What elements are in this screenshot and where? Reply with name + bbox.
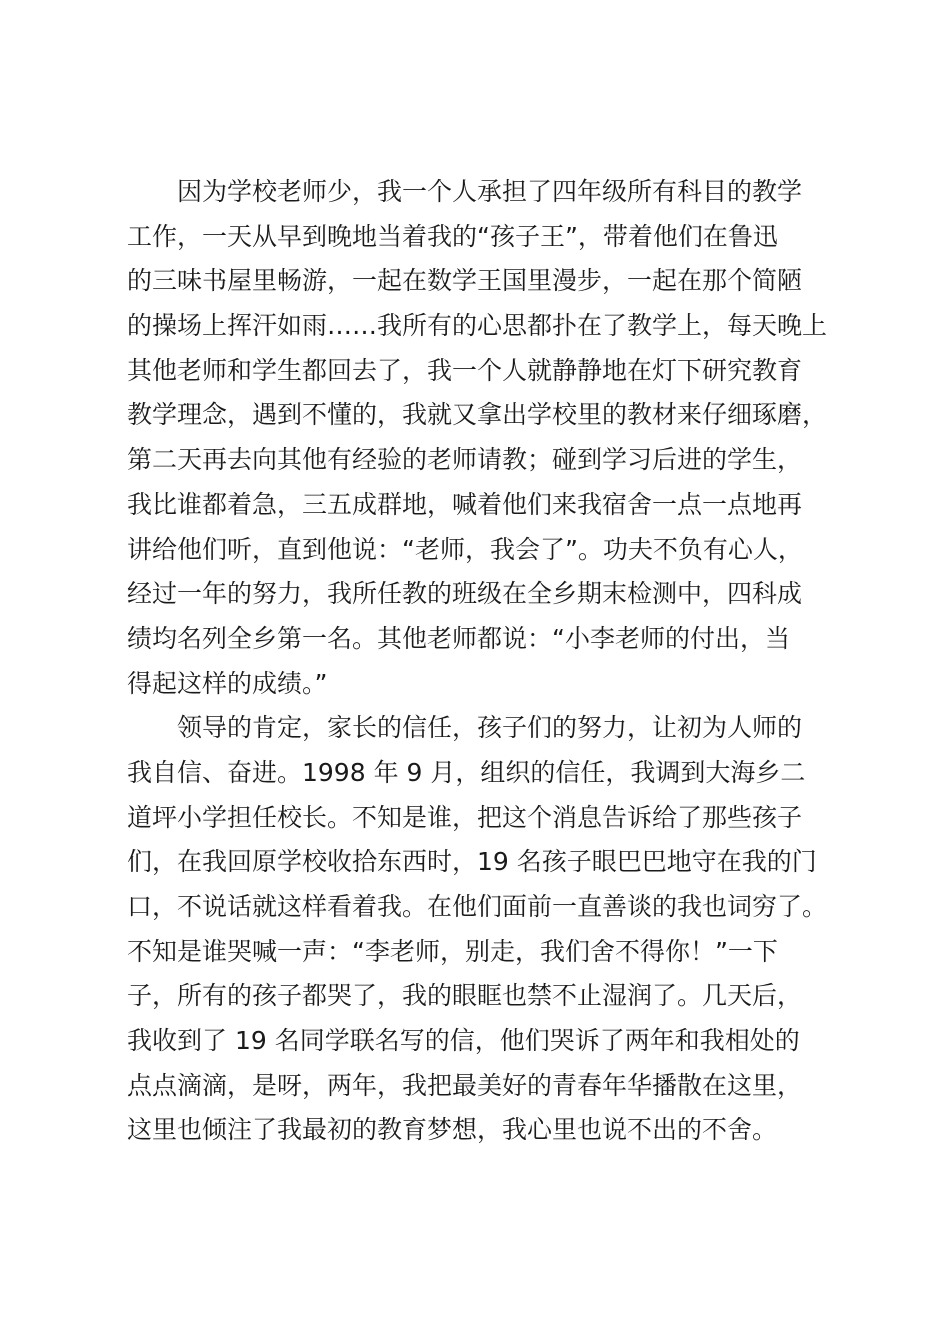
paragraph-line: 经过一年的努力，我所任教的班级在全乡期末检测中，四科成 — [127, 579, 803, 609]
paragraph-line: 绩均名列全乡第一名。其他老师都说：“小李老师的付出，当 — [127, 623, 790, 653]
paragraph-line: 教学理念，遇到不懂的，我就又拿出学校里的教材来仔细琢磨， — [127, 400, 828, 430]
paragraph-line: 这里也倾注了我最初的教育梦想，我心里也说不出的不舍。 — [127, 1115, 778, 1145]
paragraph-line: 的三味书屋里畅游，一起在数学王国里漫步，一起在那个简陋 — [127, 266, 803, 296]
paragraph-line: 口，不说话就这样看着我。在他们面前一直善谈的我也词穷了。 — [127, 892, 828, 921]
paragraph-line: 其他老师和学生都回去了，我一个人就静静地在灯下研究教育 — [127, 355, 803, 385]
paragraph-line: 我收到了 19 名同学联名写的信，他们哭诉了两年和我相处的 — [127, 1026, 800, 1056]
paragraph-2 — [127, 706, 847, 1153]
paragraph-line: 子，所有的孩子都哭了，我的眼眶也禁不止湿润了。几天后， — [127, 981, 803, 1011]
document-body — [127, 170, 847, 1153]
paragraph-line: 工作，一天从早到晚地当着我的“孩子王”，带着他们在鲁迅 — [127, 221, 778, 251]
paragraph-line: 不知是谁哭喊一声：“李老师，别走，我们舍不得你！”一下 — [127, 936, 778, 966]
paragraph-line: 讲给他们听，直到他说：“老师，我会了”。功夫不负有心人， — [127, 534, 803, 564]
paragraph-1 — [127, 170, 847, 706]
paragraph-line: 我比谁都着急，三五成群地，喊着他们来我宿舍一点一点地再 — [127, 489, 803, 519]
paragraph-line: 因为学校老师少，我一个人承担了四年级所有科目的教学 — [177, 177, 803, 206]
paragraph-line: 的操场上挥汗如雨……我所有的心思都扑在了教学上，每天晚上 — [127, 311, 828, 341]
paragraph-line: 第二天再去向其他有经验的老师请教；碰到学习后进的学生， — [127, 445, 803, 475]
paragraph-line: 领导的肯定，家长的信任，孩子们的努力，让初为人师的 — [177, 713, 803, 743]
paragraph-line: 道坪小学担任校长。不知是谁，把这个消息告诉给了那些孩子 — [127, 802, 803, 832]
paragraph-line: 点点滴滴，是呀，两年，我把最美好的青春年华播散在这里， — [127, 1070, 803, 1100]
paragraph-line: 我自信、奋进。1998 年 9 月，组织的信任，我调到大海乡二 — [127, 757, 806, 787]
paragraph-line: 们，在我回原学校收拾东西时，19 名孩子眼巴巴地守在我的门 — [127, 847, 817, 877]
paragraph-line: 得起这样的成绩。” — [127, 668, 328, 698]
